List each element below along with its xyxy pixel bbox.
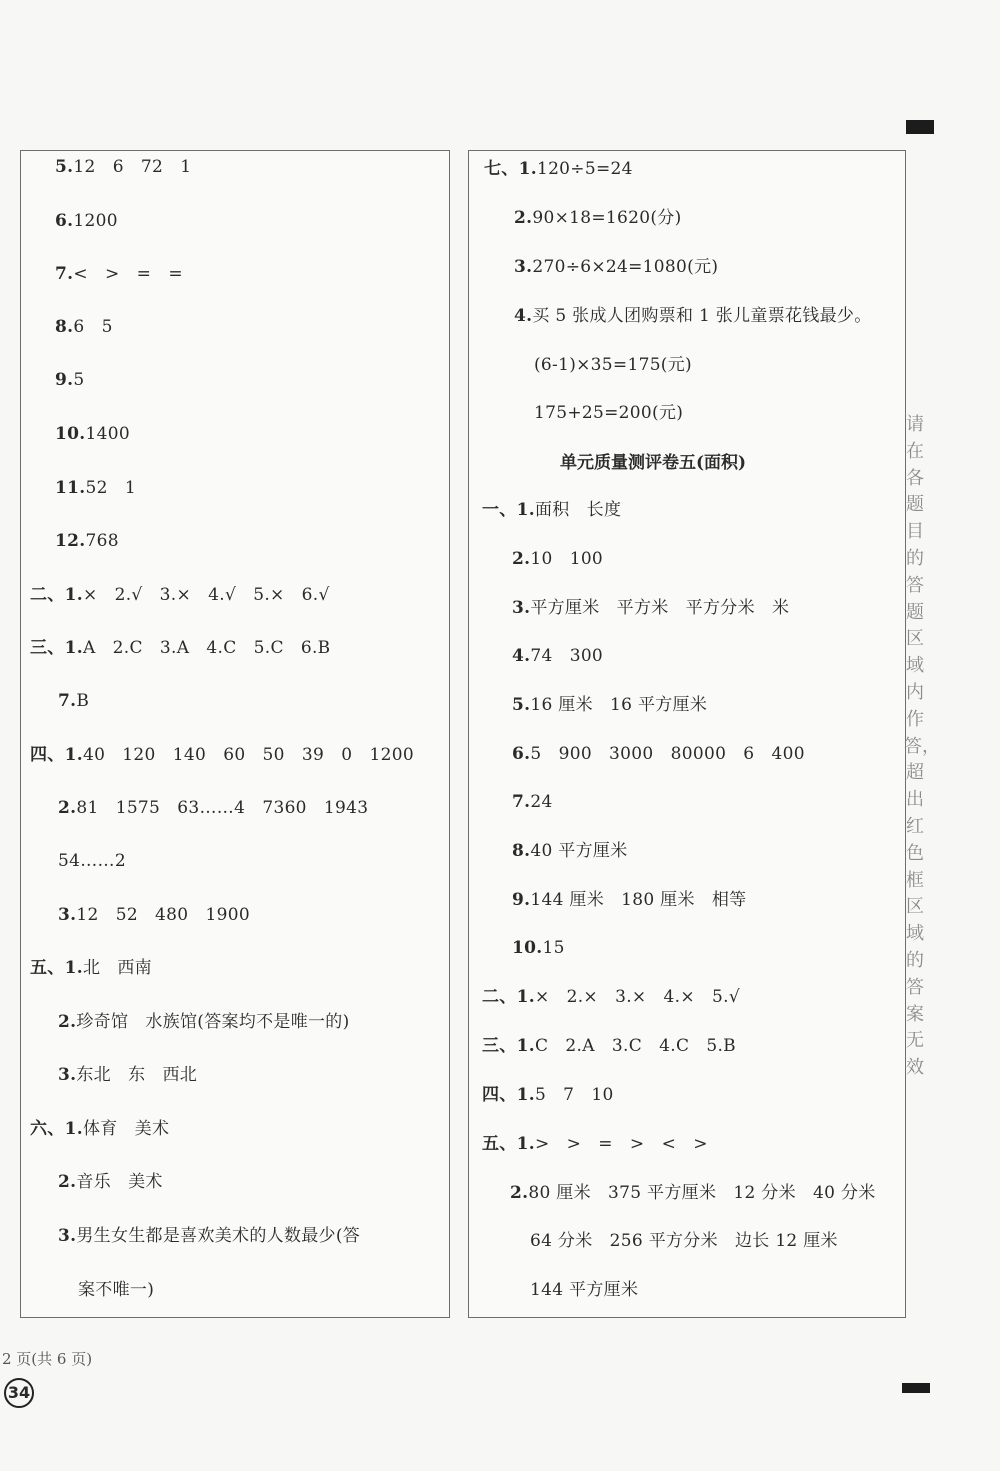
left-answer-line-label: 10. [55, 424, 86, 444]
left-answer-line-label: 7. [58, 691, 77, 711]
right-answer-2-line-label: 8. [512, 841, 531, 861]
right-answer-2-line-label: 5. [512, 695, 531, 715]
left-answer-line-text: 81 1575 63……4 7360 1943 [76, 798, 369, 818]
right-answer-2-line [512, 889, 747, 911]
right-answer-line-label: 2. [514, 208, 533, 228]
right-answer-2-line-text: 40 平方厘米 [530, 841, 628, 861]
right-answer-2-line-label: 二、1. [482, 987, 535, 1007]
left-answer-line-label: 3. [58, 1065, 77, 1085]
right-answer-2-line-text: 24 [530, 792, 553, 812]
right-answer-2-line-label: 四、1. [482, 1085, 535, 1105]
right-answer-2-line-text: 64 分米 256 平方分米 边长 12 厘米 [530, 1231, 838, 1251]
right-answer-2-line-label: 2. [512, 549, 531, 569]
right-answer-line-text: (6-1)×35=175(元) [534, 355, 692, 375]
bottom-corner-mark [902, 1383, 930, 1393]
right-answer-line [534, 402, 683, 424]
left-answer-line-label: 6. [55, 211, 74, 231]
right-answer-2-line [512, 694, 707, 716]
left-answer-line-label: 六、1. [30, 1119, 83, 1139]
left-answer-line [58, 797, 368, 819]
right-answer-2-line-text: 5 7 10 [534, 1085, 614, 1105]
right-answer-2-line [530, 1279, 638, 1301]
left-answer-line-text: 珍奇馆 水族馆(答案均不是唯一的) [76, 1012, 350, 1032]
right-answer-line [484, 158, 633, 180]
right-answer-line-label: 3. [514, 257, 533, 277]
right-answer-2-line [512, 645, 603, 667]
right-answer-2-line-label: 9. [512, 890, 531, 910]
left-answer-line-text: B [76, 691, 90, 711]
right-answer-2-line-label: 一、1. [482, 500, 535, 520]
right-answer-2-line-text: 平方厘米 平方米 平方分米 米 [530, 598, 790, 618]
right-answer-line-text: 175+25=200(元) [534, 403, 684, 423]
right-answer-2-line-text: 10 100 [530, 549, 604, 569]
left-answer-line-text: 音乐 美术 [76, 1172, 163, 1192]
right-answer-2-line-text: 16 厘米 16 平方厘米 [530, 695, 708, 715]
right-answer-2-line-label: 6. [512, 744, 531, 764]
right-answer-2-line [482, 986, 740, 1008]
right-answer-2-line [510, 1182, 876, 1204]
right-answer-2-line-text: C 2.A 3.C 4.C 5.B [534, 1036, 736, 1056]
left-answer-line [30, 957, 152, 979]
left-answer-line [55, 530, 119, 552]
left-answer-line-text: < > = = [73, 264, 183, 284]
right-answer-2-line [482, 1133, 708, 1155]
page-number-badge: 34 [4, 1378, 34, 1408]
left-answer-line-label: 三、1. [30, 638, 83, 658]
right-answer-2-line [482, 1035, 736, 1057]
right-answer-2-line-label: 7. [512, 792, 531, 812]
right-answer-2-line [512, 937, 565, 959]
left-answer-line [55, 477, 136, 499]
left-answer-line-text: 1400 [85, 424, 130, 444]
right-answer-line [514, 256, 718, 278]
left-answer-line [58, 850, 126, 872]
left-answer-line-text: 5 [73, 370, 85, 390]
right-answer-2-line [512, 743, 805, 765]
left-answer-line-text: 北 西南 [82, 958, 152, 978]
left-answer-line-text: 12 52 480 1900 [76, 905, 250, 925]
right-answer-line-text: 270÷6×24=1080(元) [532, 257, 719, 277]
right-answer-2-line-label: 2. [510, 1183, 529, 1203]
left-answer-line-text: 768 [85, 531, 119, 551]
left-answer-line [55, 210, 118, 232]
left-answer-line [30, 744, 414, 766]
right-answer-2-line-text: 74 300 [530, 646, 604, 666]
right-answer-line [514, 305, 872, 327]
left-answer-line [58, 1171, 163, 1193]
left-answer-line [58, 1011, 350, 1033]
left-answer-line-label: 9. [55, 370, 74, 390]
left-answer-line-label: 2. [58, 1172, 77, 1192]
left-answer-line [30, 584, 330, 606]
top-corner-mark [906, 120, 934, 134]
right-answer-2-line [512, 597, 789, 619]
left-answer-line-text: 12 6 72 1 [73, 157, 192, 177]
left-answer-line [55, 423, 130, 445]
section-title: 单元质量测评卷五(面积) [560, 453, 747, 473]
left-answer-line-label: 3. [58, 905, 77, 925]
left-answer-line-label: 12. [55, 531, 86, 551]
right-answer-line-text: 120÷5=24 [536, 159, 633, 179]
right-answer-line [514, 207, 682, 229]
left-answer-line-label: 2. [58, 1012, 77, 1032]
left-answer-line-label: 二、1. [30, 585, 83, 605]
left-answer-line-text: 52 1 [85, 478, 136, 498]
left-answer-line-text: × 2.√ 3.× 4.√ 5.× 6.√ [82, 585, 330, 605]
left-answer-line-text: 东北 东 西北 [76, 1065, 198, 1085]
right-answer-2-line [482, 1084, 614, 1106]
left-answer-line-text: 54……2 [58, 851, 126, 871]
left-answer-line-label: 8. [55, 317, 74, 337]
left-answer-line-label: 四、1. [30, 745, 83, 765]
right-answer-2-line-label: 五、1. [482, 1134, 535, 1154]
left-answer-line-text: 1200 [73, 211, 118, 231]
left-answer-line [55, 316, 113, 338]
right-answer-line-label: 七、1. [484, 159, 537, 179]
side-note: 请在各题目的答题区域内作答，超出红色框区域的答案无效 [904, 414, 940, 1079]
left-answer-line-text: 6 5 [73, 317, 113, 337]
right-answer-line-text: 买 5 张成人团购票和 1 张儿童票花钱最少。 [532, 306, 872, 326]
right-answer-2-line-text: 5 900 3000 80000 6 400 [530, 744, 805, 764]
left-answer-line-label: 7. [55, 264, 74, 284]
left-answer-line [58, 904, 250, 926]
left-answer-line [55, 369, 84, 391]
right-answer-2-line-label: 3. [512, 598, 531, 618]
left-answer-line [58, 1225, 360, 1247]
left-answer-line-label: 11. [55, 478, 86, 498]
left-answer-line [55, 156, 191, 178]
left-answer-line-text: 40 120 140 60 50 39 0 1200 [82, 745, 414, 765]
right-answer-2-line-text: 144 平方厘米 [530, 1280, 639, 1300]
right-answer-2-line-label: 10. [512, 938, 543, 958]
left-answer-line [55, 263, 183, 285]
right-answer-2-line-label: 4. [512, 646, 531, 666]
right-answer-2-line-label: 三、1. [482, 1036, 535, 1056]
left-answer-line-text: 男生女生都是喜欢美术的人数最少(答 [76, 1226, 361, 1246]
right-answer-line-text: 90×18=1620(分) [532, 208, 682, 228]
left-answer-line-label: 5. [55, 157, 74, 177]
left-answer-line [30, 1118, 169, 1140]
right-answer-2-line [482, 499, 621, 521]
right-answer-2-line-text: 144 厘米 180 厘米 相等 [530, 890, 747, 910]
left-answer-line-label: 2. [58, 798, 77, 818]
right-answer-2-line [512, 840, 628, 862]
left-answer-line [78, 1279, 154, 1301]
right-answer-2-line [512, 791, 553, 813]
left-answer-line-text: 案不唯一) [78, 1280, 155, 1300]
page-footer: 2 页(共 6 页) [2, 1350, 93, 1368]
right-answer-line [534, 354, 692, 376]
right-answer-2-line-text: 面积 长度 [534, 500, 622, 520]
left-answer-line [30, 637, 330, 659]
right-answer-2-line [512, 548, 603, 570]
right-answer-2-line-text: > > = > < > [534, 1134, 708, 1154]
left-answer-line-label: 3. [58, 1226, 77, 1246]
right-answer-2-line [530, 1230, 838, 1252]
left-answer-line [58, 1064, 197, 1086]
left-answer-line-text: 体育 美术 [82, 1119, 170, 1139]
right-answer-2-line-text: 15 [542, 938, 565, 958]
left-answer-line-text: A 2.C 3.A 4.C 5.C 6.B [82, 638, 331, 658]
right-answer-2-line-text: 80 厘米 375 平方厘米 12 分米 40 分米 [528, 1183, 876, 1203]
left-answer-line [58, 690, 89, 712]
left-answer-line-label: 五、1. [30, 958, 83, 978]
right-answer-2-line-text: × 2.× 3.× 4.× 5.√ [534, 987, 740, 1007]
right-answer-line-label: 4. [514, 306, 533, 326]
